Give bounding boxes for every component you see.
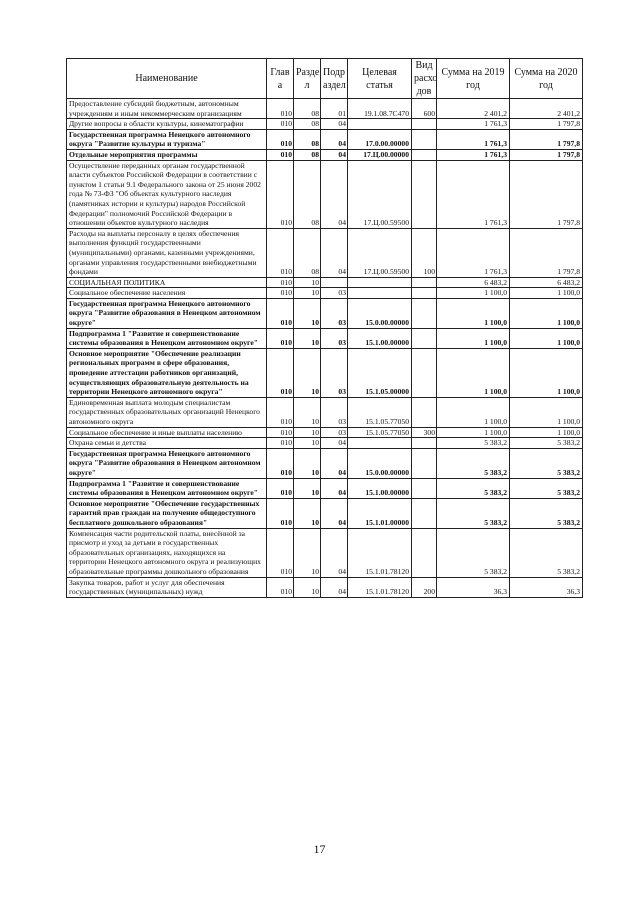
row-podrazdel: 03 <box>321 427 348 438</box>
row-name: Подпрограмма 1 "Развитие и совершенствование системы образования в Ненецком автономном округе" <box>67 478 267 498</box>
row-sum-2020: 1 100,0 <box>510 397 583 427</box>
row-sum-2019: 6 483,2 <box>437 277 510 288</box>
row-sum-2020: 1 100,0 <box>510 328 583 348</box>
row-sum-2019: 1 761,3 <box>437 129 510 149</box>
row-podrazdel: 01 <box>321 99 348 119</box>
row-sum-2019: 5 383,2 <box>437 438 510 449</box>
row-vid <box>412 397 437 427</box>
row-name: Единовременная выплата молодым специалистам государственных образовательных организаций Ненецкого автономного округа <box>67 397 267 427</box>
table-row <box>67 438 583 449</box>
row-sum-2020: 5 383,2 <box>510 498 583 528</box>
row-podrazdel: 04 <box>321 577 348 597</box>
row-glava: 010 <box>267 149 294 160</box>
row-glava: 010 <box>267 498 294 528</box>
table-row <box>67 149 583 160</box>
row-razdel: 08 <box>294 119 321 130</box>
row-sum-2020: 5 383,2 <box>510 438 583 449</box>
row-target: 15.1.00.00000 <box>348 328 412 348</box>
row-razdel: 10 <box>294 298 321 328</box>
row-razdel: 10 <box>294 427 321 438</box>
row-podrazdel: 04 <box>321 438 348 449</box>
row-sum-2019: 5 383,2 <box>437 478 510 498</box>
row-name: Государственная программа Ненецкого автономного округа "Развитие образования в Ненецком автономном округе" <box>67 448 267 478</box>
row-target: 15.1.05.00000 <box>348 348 412 397</box>
row-glava: 010 <box>267 277 294 288</box>
header-name: Наименование <box>67 59 267 99</box>
row-sum-2019: 1 761,3 <box>437 160 510 228</box>
row-podrazdel: 04 <box>321 448 348 478</box>
row-name: Отдельные мероприятия программы <box>67 149 267 160</box>
row-razdel: 10 <box>294 528 321 577</box>
table-row <box>67 228 583 277</box>
row-target: 17.0.00.00000 <box>348 129 412 149</box>
row-name: Другие вопросы в области культуры, кинематографии <box>67 119 267 130</box>
row-razdel: 10 <box>294 397 321 427</box>
row-podrazdel: 04 <box>321 149 348 160</box>
page-number: 17 <box>313 842 326 856</box>
row-razdel: 08 <box>294 99 321 119</box>
header-sum-2019: Сумма на 2019 год <box>437 59 510 99</box>
row-podrazdel: 03 <box>321 288 348 299</box>
row-target: 15.1.05.77050 <box>348 397 412 427</box>
row-podrazdel: 03 <box>321 397 348 427</box>
row-sum-2020: 1 797,8 <box>510 160 583 228</box>
row-sum-2019: 1 100,0 <box>437 288 510 299</box>
row-razdel: 10 <box>294 328 321 348</box>
row-vid <box>412 448 437 478</box>
row-sum-2019: 1 100,0 <box>437 298 510 328</box>
row-target: 19.1.08.7С470 <box>348 99 412 119</box>
row-vid <box>412 528 437 577</box>
row-sum-2020: 5 383,2 <box>510 478 583 498</box>
row-target: 15.1.01.78120 <box>348 577 412 597</box>
row-sum-2020: 1 100,0 <box>510 348 583 397</box>
row-name: Основное мероприятие "Обеспечение государственных гарантий прав граждан на получение общедоступного бесплатного дошкольного образования" <box>67 498 267 528</box>
table-row <box>67 160 583 228</box>
row-target: 17.Ц.00.00000 <box>348 149 412 160</box>
row-sum-2019: 1 761,3 <box>437 119 510 130</box>
row-vid: 300 <box>412 427 437 438</box>
row-glava: 010 <box>267 397 294 427</box>
row-podrazdel: 04 <box>321 119 348 130</box>
row-glava: 010 <box>267 448 294 478</box>
row-name: Предоставление субсидий бюджетным, автономным учреждениям и иным некоммерческим организациям <box>67 99 267 119</box>
row-razdel: 10 <box>294 438 321 449</box>
header-podrazdel: Подр аздел <box>321 59 348 99</box>
table-row <box>67 427 583 438</box>
table-row <box>67 99 583 119</box>
header-glava: Глав а <box>267 59 294 99</box>
row-name: Расходы на выплаты персоналу в целях обеспечения выполнения функций государственными (муниципальными) органами, казенными учреждениями, органами управления государственными внебюджетными фондами <box>67 228 267 277</box>
budget-table <box>66 58 583 598</box>
row-sum-2020: 36,3 <box>510 577 583 597</box>
table-row <box>67 528 583 577</box>
row-podrazdel: 03 <box>321 298 348 328</box>
row-name: Государственная программа Ненецкого автономного округа "Развитие культуры и туризма" <box>67 129 267 149</box>
row-razdel: 08 <box>294 129 321 149</box>
row-glava: 010 <box>267 228 294 277</box>
row-name: Социальное обеспечение и иные выплаты населению <box>67 427 267 438</box>
row-sum-2019: 5 383,2 <box>437 498 510 528</box>
row-sum-2020: 2 401,2 <box>510 99 583 119</box>
row-podrazdel: 04 <box>321 129 348 149</box>
row-podrazdel: 03 <box>321 328 348 348</box>
row-vid <box>412 149 437 160</box>
row-glava: 010 <box>267 288 294 299</box>
row-razdel: 10 <box>294 478 321 498</box>
table-row <box>67 277 583 288</box>
table-row <box>67 498 583 528</box>
row-glava: 010 <box>267 119 294 130</box>
row-razdel: 10 <box>294 288 321 299</box>
row-sum-2020: 1 100,0 <box>510 427 583 438</box>
row-sum-2019: 1 761,3 <box>437 228 510 277</box>
row-target <box>348 277 412 288</box>
table-row <box>67 328 583 348</box>
row-glava: 010 <box>267 348 294 397</box>
row-podrazdel <box>321 277 348 288</box>
row-razdel: 08 <box>294 160 321 228</box>
row-name: Подпрограмма 1 "Развитие и совершенствование системы образования в Ненецком автономном округе" <box>67 328 267 348</box>
row-sum-2020: 1 100,0 <box>510 298 583 328</box>
row-vid <box>412 438 437 449</box>
row-name: Социальное обеспечение населения <box>67 288 267 299</box>
row-sum-2019: 1 100,0 <box>437 427 510 438</box>
row-vid <box>412 160 437 228</box>
row-target <box>348 288 412 299</box>
header-vid: Вид расхо дов <box>412 59 437 99</box>
header-target: Целевая статья <box>348 59 412 99</box>
table-row <box>67 348 583 397</box>
row-razdel: 10 <box>294 348 321 397</box>
table-row <box>67 298 583 328</box>
row-name: Компенсация части родительской платы, внесённой за присмотр и уход за детьми в государственных образовательных организациях, находящихся на территории Ненецкого автономного округа и реализующих образовательные программы дошкольного образования <box>67 528 267 577</box>
table-row <box>67 288 583 299</box>
row-glava: 010 <box>267 298 294 328</box>
row-target: 15.0.00.00000 <box>348 448 412 478</box>
row-razdel: 10 <box>294 448 321 478</box>
row-sum-2020: 1 797,8 <box>510 129 583 149</box>
row-target: 15.1.05.77050 <box>348 427 412 438</box>
row-sum-2019: 2 401,2 <box>437 99 510 119</box>
row-target: 17.Ц.00.59500 <box>348 160 412 228</box>
row-vid: 200 <box>412 577 437 597</box>
row-name: Охрана семьи и детства <box>67 438 267 449</box>
row-vid: 100 <box>412 228 437 277</box>
row-vid <box>412 348 437 397</box>
row-glava: 010 <box>267 577 294 597</box>
row-glava: 010 <box>267 478 294 498</box>
table-row <box>67 129 583 149</box>
row-razdel: 10 <box>294 277 321 288</box>
row-target <box>348 438 412 449</box>
row-sum-2019: 5 383,2 <box>437 528 510 577</box>
table-row <box>67 448 583 478</box>
row-sum-2019: 36,3 <box>437 577 510 597</box>
header-sum-2020: Сумма на 2020 год <box>510 59 583 99</box>
row-glava: 010 <box>267 99 294 119</box>
row-razdel: 08 <box>294 149 321 160</box>
row-sum-2019: 1 100,0 <box>437 348 510 397</box>
row-sum-2020: 5 383,2 <box>510 448 583 478</box>
row-podrazdel: 04 <box>321 160 348 228</box>
row-vid <box>412 119 437 130</box>
row-sum-2020: 1 797,8 <box>510 119 583 130</box>
row-glava: 010 <box>267 528 294 577</box>
row-podrazdel: 04 <box>321 228 348 277</box>
row-glava: 010 <box>267 438 294 449</box>
row-vid <box>412 288 437 299</box>
row-vid <box>412 498 437 528</box>
row-sum-2020: 5 383,2 <box>510 528 583 577</box>
row-sum-2020: 1 797,8 <box>510 149 583 160</box>
row-vid <box>412 298 437 328</box>
row-target <box>348 119 412 130</box>
row-sum-2020: 1 100,0 <box>510 288 583 299</box>
row-sum-2020: 6 483,2 <box>510 277 583 288</box>
row-target: 15.1.01.00000 <box>348 498 412 528</box>
row-vid <box>412 129 437 149</box>
row-glava: 010 <box>267 160 294 228</box>
row-glava: 010 <box>267 328 294 348</box>
row-name: Закупка товаров, работ и услуг для обеспечения государственных (муниципальных) нужд <box>67 577 267 597</box>
row-podrazdel: 04 <box>321 528 348 577</box>
row-vid <box>412 277 437 288</box>
row-target: 15.1.01.78120 <box>348 528 412 577</box>
row-sum-2019: 1 761,3 <box>437 149 510 160</box>
row-sum-2019: 1 100,0 <box>437 328 510 348</box>
row-vid: 600 <box>412 99 437 119</box>
row-glava: 010 <box>267 427 294 438</box>
row-sum-2020: 1 797,8 <box>510 228 583 277</box>
row-name: Основное мероприятие "Обеспечение реализации региональных программ в сфере образования, проведение аттестации работников организаций, осуществляющих образовательную деятельность на территории Ненецкого автономного округа" <box>67 348 267 397</box>
row-vid <box>412 328 437 348</box>
row-razdel: 08 <box>294 228 321 277</box>
header-razdel: Разде л <box>294 59 321 99</box>
table-row <box>67 577 583 597</box>
row-name: СОЦИАЛЬНАЯ ПОЛИТИКА <box>67 277 267 288</box>
row-razdel: 10 <box>294 577 321 597</box>
row-razdel: 10 <box>294 498 321 528</box>
row-vid <box>412 478 437 498</box>
row-podrazdel: 03 <box>321 348 348 397</box>
table-row <box>67 397 583 427</box>
table-header-row <box>67 59 583 99</box>
row-podrazdel: 04 <box>321 478 348 498</box>
row-name: Государственная программа Ненецкого автономного округа "Развитие образования в Ненецком автономном округе" <box>67 298 267 328</box>
row-glava: 010 <box>267 129 294 149</box>
row-sum-2019: 5 383,2 <box>437 448 510 478</box>
row-target: 15.1.00.00000 <box>348 478 412 498</box>
row-target: 17.Ц.00.59500 <box>348 228 412 277</box>
row-podrazdel: 04 <box>321 498 348 528</box>
table-row <box>67 119 583 130</box>
row-name: Осуществление переданных органам государственной власти субъектов Российской Федерации в соответствии с пунктом 1 статьи 9.1 Федерального закона от 25 июня 2002 года № 73-ФЗ "Об объектах культурного наследия (памятниках истории и культуры) народов Российской Федерации" полномочий Российской Федерации в отношении объектов культурного наследия <box>67 160 267 228</box>
row-sum-2019: 1 100,0 <box>437 397 510 427</box>
table-row <box>67 478 583 498</box>
row-target: 15.0.00.00000 <box>348 298 412 328</box>
